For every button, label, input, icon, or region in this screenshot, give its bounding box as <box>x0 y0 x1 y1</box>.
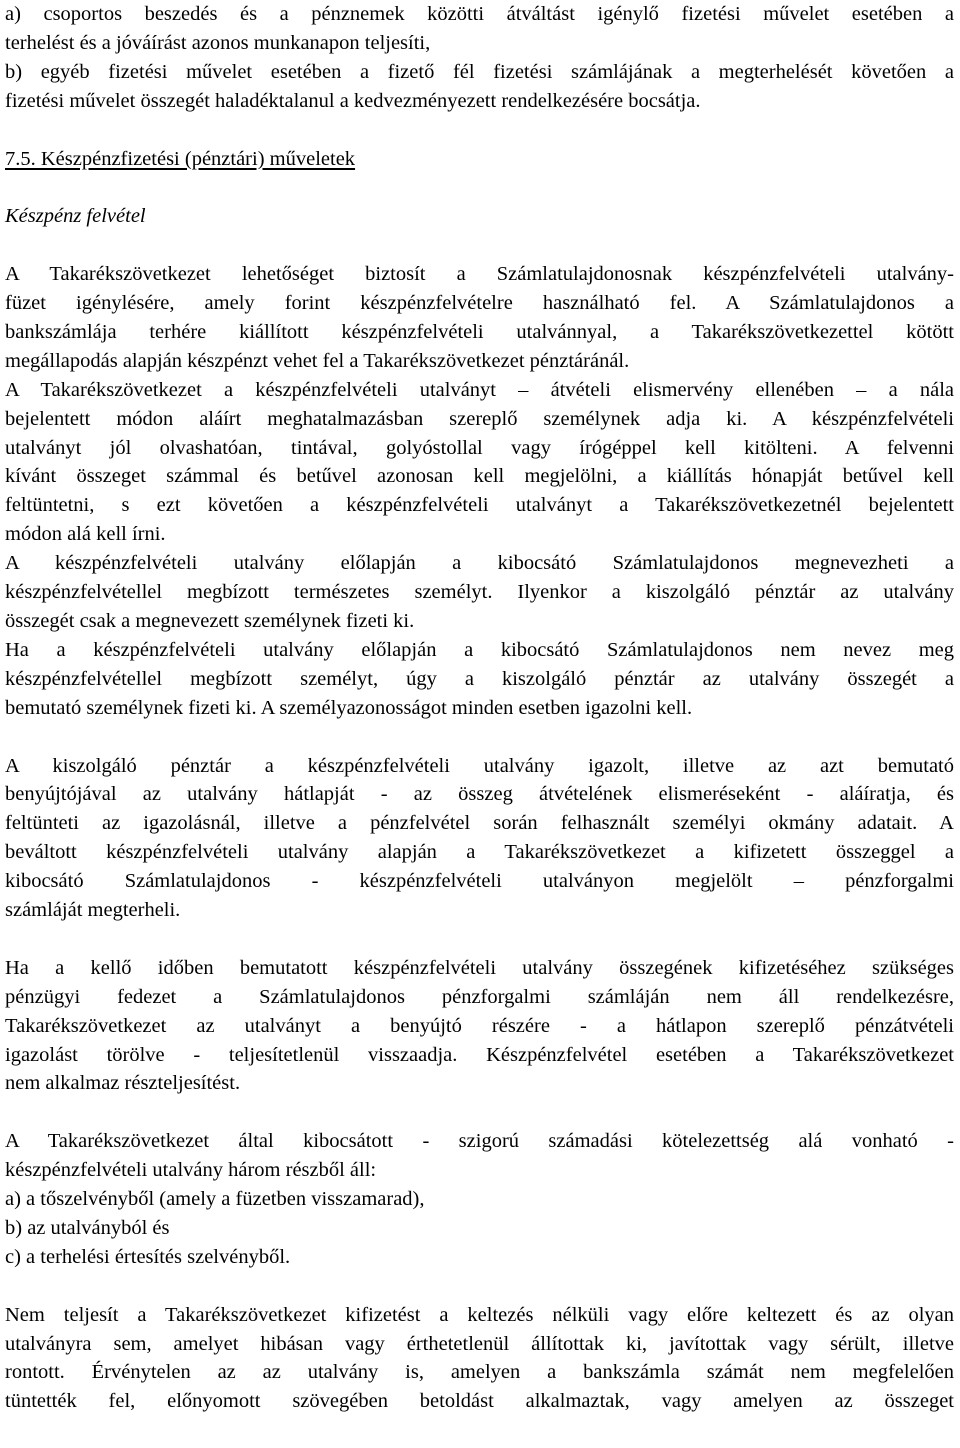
subheading: Készpénz felvétel <box>5 205 146 228</box>
text-line: nem alkalmaz részteljesítést. <box>5 1072 241 1095</box>
text-line: pénzügyi fedezet a Számlatulajdonos pénzforgalmi számláján nem áll rendelkezésre, <box>5 985 954 1008</box>
text-line: számláját megterheli. <box>5 899 181 922</box>
list-item: a) a tőszelvényből (amely a füzetben visszamarad), <box>5 1188 425 1211</box>
text-line: Takarékszövetkezet az utalványt a benyújtó részére - a hátlapon szereplő pénzátvételi <box>5 1014 954 1037</box>
text-line: benyújtójával az utalvány hátlapját - az összeg átvételének elismeréseként - aláíratja, és <box>5 783 954 806</box>
insufficient-funds-paragraph <box>5 954 954 1099</box>
cash-withdrawal-paragraph <box>5 260 954 723</box>
list-item: c) a terhelési értesítés szelvényből. <box>5 1245 291 1268</box>
text-line: bemutató személynek fizeti ki. A személyazonosságot minden esetben igazolni kell. <box>5 696 693 719</box>
text-line: készpénzfelvétellel megbízott személyt, úgy a kiszolgáló pénztár az utalvány összegét a <box>5 667 954 690</box>
text-line: beváltott készpénzfelvételi utalvány alapján a Takarékszövetkezet a kifizetett összeggel a <box>5 841 954 864</box>
text-line: rontott. Érvénytelen az az utalvány is, amelyen a bankszámla számát nem megfelelően <box>5 1361 954 1384</box>
invalid-voucher-paragraph <box>5 1301 954 1417</box>
section-heading: 7.5. Készpénzfizetési (pénztári) műveletek <box>5 147 356 170</box>
text-line: megállapodás alapján készpénzt vehet fel a Takarékszövetkezet pénztáránál. <box>5 349 630 372</box>
cashier-paragraph <box>5 752 954 925</box>
payment-conditions-list <box>5 0 954 116</box>
text-line: Nem teljesít a Takarékszövetkezet kifizetést a keltezés nélküli vagy előre keltezett és az olyan <box>5 1303 954 1326</box>
text-line: A készpénzfelvételi utalvány előlapján a kibocsátó Számlatulajdonos megnevezheti a <box>5 552 954 575</box>
text-line: A Takarékszövetkezet a készpénzfelvételi utalványt – átvételi elismervény ellenében – a nála <box>5 378 954 401</box>
voucher-parts-paragraph <box>5 1127 954 1272</box>
text-line: bejelentett módon aláírt meghatalmazásban szereplő személynek adja ki. A készpénzfelvételi <box>5 407 954 430</box>
text-line: igazolást törölve - teljesítetlenül visszaadja. Készpénzfelvétel esetében a Takarékszövetkezet <box>5 1043 954 1066</box>
text-line: készpénzfelvételi utalvány három részből áll: <box>5 1159 377 1182</box>
text-line: kibocsátó Számlatulajdonos - készpénzfelvételi utalványon megjelölt – pénzforgalmi <box>5 870 954 893</box>
text-line: Ha a kellő időben bemutatott készpénzfelvételi utalvány összegének kifizetéséhez szükséges <box>5 956 954 979</box>
text-line: feltüntetni, s ezt követően a készpénzfelvételi utalványt a Takarékszövetkezetnél bejelentett <box>5 494 954 517</box>
text-line: kívánt összeget számmal és betűvel azonosan kell megjelölni, a kiállítás hónapját betűvel kell <box>5 465 954 488</box>
text-line: füzet igénylésére, amely forint készpénzfelvételre használható fel. A Számlatulajdonos a <box>5 292 954 315</box>
text-line: A Takarékszövetkezet lehetőséget biztosít a Számlatulajdonosnak készpénzfelvételi utalvány- <box>5 263 954 286</box>
text-line: b) egyéb fizetési művelet esetében a fizető fél fizetési számlájának a megterhelését követően a <box>5 60 954 83</box>
text-line: módon alá kell írni. <box>5 523 166 546</box>
text-line: fizetési művelet összegét haladéktalanul a kedvezményezett rendelkezésére bocsátja. <box>5 89 701 112</box>
text-line: tüntették fel, előnyomott szövegében betoldást alkalmaztak, vagy amelyen az összeget <box>5 1390 954 1413</box>
text-line: a) csoportos beszedés és a pénznemek közötti átváltást igénylő fizetési művelet esetében a <box>5 3 954 25</box>
text-line: utalványra sem, amelyet hibásan vagy érthetetlenül állítottak ki, javítottak vagy sérült, illetve <box>5 1332 954 1355</box>
list-item: b) az utalványból és <box>5 1216 170 1239</box>
text-line: készpénzfelvétellel megbízott természetes személyt. Ilyenkor a kiszolgáló pénztár az utalvány <box>5 581 954 604</box>
text-line: terhelést és a jóváírást azonos munkanapon teljesíti, <box>5 31 431 54</box>
document-page <box>5 0 954 1416</box>
text-line: utalványt jól olvashatóan, tintával, golyóstollal vagy írógéppel kell kitölteni. A felvenni <box>5 436 954 459</box>
text-line: összegét csak a megnevezett személynek fizeti ki. <box>5 609 415 632</box>
text-line: bankszámlája terhére kiállított készpénzfelvételi utalvánnyal, a Takarékszövetkezettel kötött <box>5 320 954 343</box>
text-line: A kiszolgáló pénztár a készpénzfelvételi utalvány igazolt, illetve az azt bemutató <box>5 754 954 777</box>
text-line: feltünteti az igazolásnál, illetve a pénzfelvétel során felhasznált személyi okmány adatait. A <box>5 812 954 835</box>
text-line: A Takarékszövetkezet által kibocsátott - szigorú számadási kötelezettség alá vonható - <box>5 1130 954 1153</box>
text-line: Ha a készpénzfelvételi utalvány előlapján a kibocsátó Számlatulajdonos nem nevez meg <box>5 638 954 661</box>
